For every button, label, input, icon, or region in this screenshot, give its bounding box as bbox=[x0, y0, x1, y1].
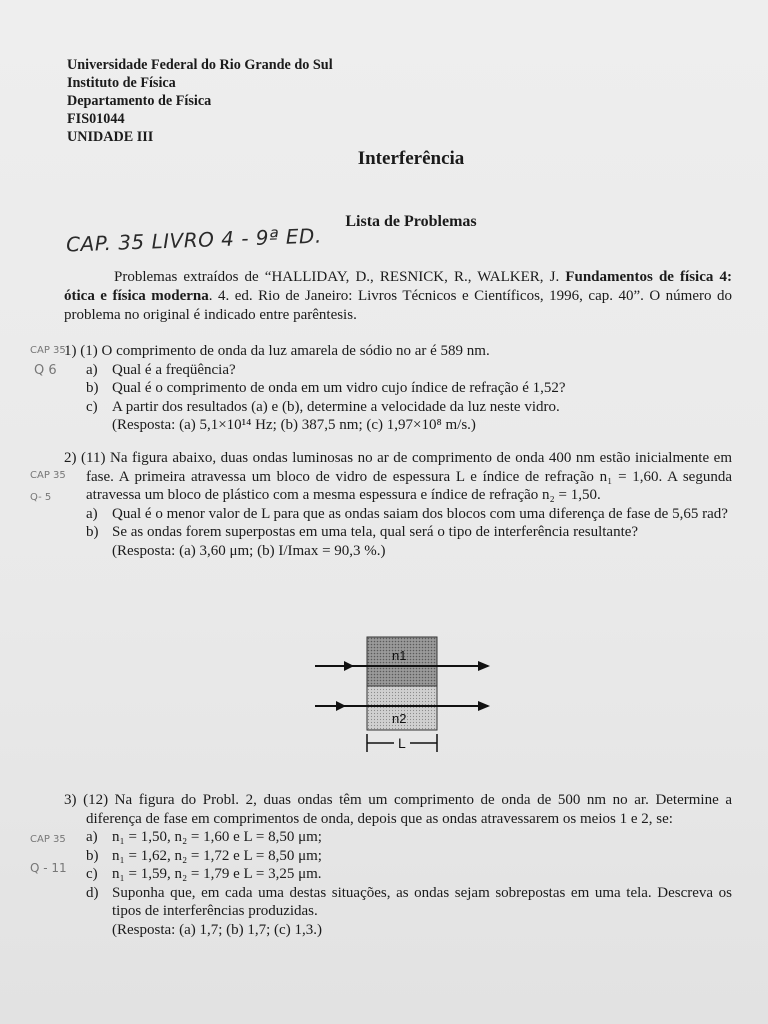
arrow-head-icon bbox=[336, 701, 346, 711]
intro-paragraph bbox=[64, 268, 732, 325]
problem-items bbox=[86, 828, 732, 921]
answer-text: (Resposta: (a) 5,1×10¹⁴ Hz; (b) 387,5 nm; (c) 1,97×10⁸ m/s.) bbox=[112, 417, 476, 433]
problem-2 bbox=[64, 449, 732, 560]
item-text: A partir dos resultados (a) e (b), determine a velocidade da luz neste vidro. bbox=[112, 398, 560, 415]
item-label: a) bbox=[86, 361, 98, 378]
list-item bbox=[86, 505, 732, 524]
problem-statement: 2) (11) Na figura abaixo, duas ondas luminosas no ar de comprimento de onda 400 nm estão inicialmente em fase. A primeira atravessa um bloco de vidro de espessura L e índice de refração n₁ = 1,60. A segunda atravessa um bloco de plástico com a mesma espessura e índice de refração n₂ = 1,50. bbox=[64, 450, 732, 503]
list-item bbox=[86, 828, 732, 847]
item-label: b) bbox=[86, 524, 99, 540]
item-text: Suponha que, em cada uma destas situações, as ondas sejam sobrepostas em uma tela. Descreva os tipos de interferências produzidas. bbox=[112, 884, 732, 919]
item-text: Se as ondas forem superpostas em uma tela, qual será o tipo de interferência resultante? bbox=[112, 524, 639, 540]
intro-book-title: Fundamentos de física 4: ótica e física moderna bbox=[64, 269, 732, 304]
L-label: L bbox=[398, 735, 406, 751]
handwritten-annotation: CAP. 35 LIVRO 4 - 9ª ED. bbox=[65, 223, 323, 257]
department-name: Departamento de Física bbox=[67, 93, 212, 109]
arrow-head-icon bbox=[478, 661, 490, 671]
item-text: n₁ = 1,59, n₂ = 1,79 e L = 3,25 μm. bbox=[112, 866, 322, 882]
item-text: Qual é o menor valor de L para que as ondas saiam dos blocos com uma diferença de fase de 5,65 rad? bbox=[112, 505, 728, 522]
unit-label: UNIDADE III bbox=[67, 129, 154, 145]
margin-note-p1-chapter: CAP 35 bbox=[30, 345, 66, 356]
wave-blocks-figure bbox=[310, 628, 510, 758]
problem-items bbox=[86, 505, 732, 542]
problem-3 bbox=[64, 791, 732, 939]
item-text: Qual é o comprimento de onda em um vidro cujo índice de refração é 1,52? bbox=[112, 380, 566, 396]
list-item bbox=[86, 865, 732, 884]
margin-note-p1-question: Q 6 bbox=[34, 363, 57, 378]
n2-label: n2 bbox=[392, 711, 407, 726]
n1-label: n1 bbox=[392, 648, 407, 663]
margin-note-p2-chapter: CAP 35 bbox=[30, 470, 66, 481]
problem-1 bbox=[64, 342, 732, 435]
item-label: a) bbox=[86, 505, 98, 522]
margin-note-p2-question: Q- 5 bbox=[30, 492, 52, 503]
arrow-head-icon bbox=[344, 661, 354, 671]
list-item bbox=[86, 884, 732, 921]
item-label: a) bbox=[86, 829, 98, 845]
answer-text: (Resposta: (a) 1,7; (b) 1,7; (c) 1,3.) bbox=[112, 921, 322, 938]
course-code: FIS01044 bbox=[67, 111, 125, 127]
intro-text-2: . 4. ed. Rio de Janeiro: Livros Técnicos e Científicos, 1996, cap. 40”. O número do problema no original é indicado entre parêntesis. bbox=[64, 288, 732, 323]
university-name: Universidade Federal do Rio Grande do Sul bbox=[67, 57, 333, 73]
institution-header bbox=[67, 56, 333, 146]
list-item bbox=[86, 398, 732, 417]
item-text: n₁ = 1,62, n₂ = 1,72 e L = 8,50 μm; bbox=[112, 847, 322, 864]
list-item bbox=[86, 523, 732, 542]
intro-text-1: Problemas extraídos de “HALLIDAY, D., RESNICK, R., WALKER, J. bbox=[114, 269, 566, 285]
list-item bbox=[86, 379, 732, 398]
item-label: b) bbox=[86, 847, 99, 864]
list-item bbox=[86, 361, 732, 380]
item-label: c) bbox=[86, 866, 98, 882]
arrow-head-icon bbox=[478, 701, 490, 711]
list-item bbox=[86, 847, 732, 866]
item-text: n₁ = 1,50, n₂ = 1,60 e L = 8,50 μm; bbox=[112, 829, 322, 845]
page-title: Interferência bbox=[357, 148, 465, 169]
answer-text: (Resposta: (a) 3,60 μm; (b) I/Imax = 90,3 %.) bbox=[112, 542, 386, 559]
margin-note-p3-question: Q - 11 bbox=[30, 861, 67, 875]
problem-items bbox=[86, 361, 732, 417]
item-label: c) bbox=[86, 398, 98, 415]
problem-statement: 1) (1) O comprimento de onda da luz amarela de sódio no ar é 589 nm. bbox=[64, 343, 490, 359]
institute-name: Instituto de Física bbox=[67, 75, 176, 91]
item-label: b) bbox=[86, 380, 99, 396]
item-text: Qual é a freqüência? bbox=[112, 361, 236, 378]
page-subtitle: Lista de Problemas bbox=[345, 213, 477, 230]
problem-statement: 3) (12) Na figura do Probl. 2, duas ondas têm um comprimento de onda de 500 nm no ar. Determine a diferença de fase em comprimentos de onda, depois que as ondas atravessarem os meios 1 e 2, se: bbox=[64, 792, 732, 827]
margin-note-p3-chapter: CAP 35 bbox=[30, 834, 66, 845]
item-label: d) bbox=[86, 884, 99, 901]
